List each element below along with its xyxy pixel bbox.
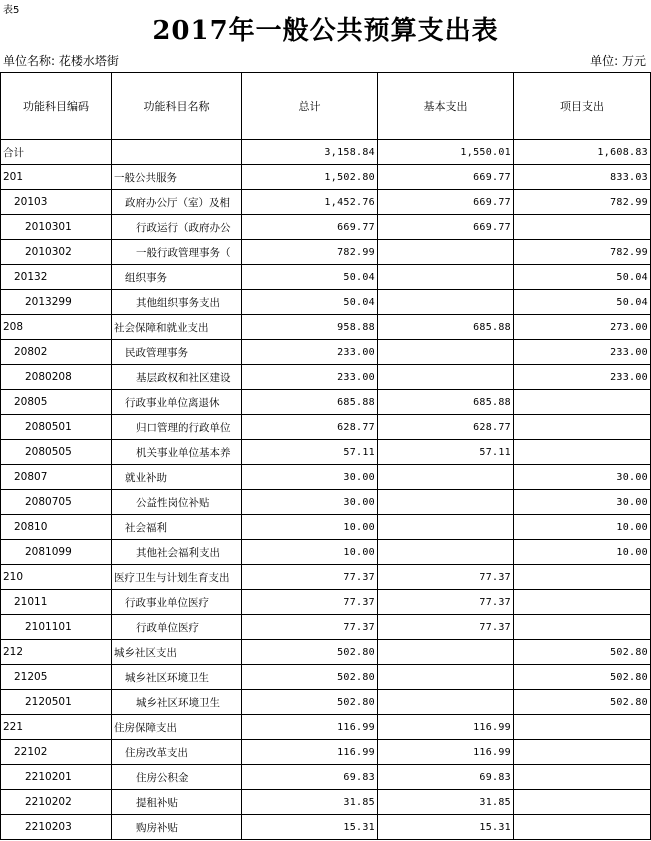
cell-project: 30.00 xyxy=(514,490,651,515)
table-row xyxy=(1,190,651,215)
cell-name: 行政运行（政府办公 xyxy=(112,215,242,240)
cell-total: 116.99 xyxy=(242,715,378,740)
table-row xyxy=(1,790,651,815)
cell-total: 77.37 xyxy=(242,565,378,590)
cell-code: 20802 xyxy=(1,340,112,365)
cell-name: 组织事务 xyxy=(112,265,242,290)
cell-name: 城乡社区环境卫生 xyxy=(112,665,242,690)
cell-basic xyxy=(378,465,514,490)
cell-code: 2081099 xyxy=(1,540,112,565)
cell-code: 20805 xyxy=(1,390,112,415)
cell-project xyxy=(514,715,651,740)
cell-code: 201 xyxy=(1,165,112,190)
cell-total: 77.37 xyxy=(242,590,378,615)
cell-code: 合计 xyxy=(1,140,112,165)
cell-project xyxy=(514,215,651,240)
table-row xyxy=(1,815,651,840)
cell-name: 社会保障和就业支出 xyxy=(112,315,242,340)
cell-total: 30.00 xyxy=(242,490,378,515)
cell-name: 住房保障支出 xyxy=(112,715,242,740)
cell-name xyxy=(112,140,242,165)
cell-project: 782.99 xyxy=(514,240,651,265)
table-row xyxy=(1,290,651,315)
cell-code: 20810 xyxy=(1,515,112,540)
table-row xyxy=(1,240,651,265)
cell-name: 公益性岗位补贴 xyxy=(112,490,242,515)
table-row xyxy=(1,490,651,515)
cell-code: 20132 xyxy=(1,265,112,290)
table-row xyxy=(1,565,651,590)
cell-basic xyxy=(378,490,514,515)
cell-name: 其他组织事务支出 xyxy=(112,290,242,315)
cell-total: 502.80 xyxy=(242,665,378,690)
cell-code: 212 xyxy=(1,640,112,665)
cell-basic: 116.99 xyxy=(378,740,514,765)
cell-name: 一般公共服务 xyxy=(112,165,242,190)
cell-total: 3,158.84 xyxy=(242,140,378,165)
cell-name: 住房公积金 xyxy=(112,765,242,790)
cell-code: 21011 xyxy=(1,590,112,615)
table-row xyxy=(1,340,651,365)
cell-total: 50.04 xyxy=(242,290,378,315)
table-row xyxy=(1,215,651,240)
table-row xyxy=(1,140,651,165)
cell-basic xyxy=(378,290,514,315)
table-row xyxy=(1,515,651,540)
cell-name: 购房补贴 xyxy=(112,815,242,840)
cell-basic: 57.11 xyxy=(378,440,514,465)
cell-total: 685.88 xyxy=(242,390,378,415)
cell-total: 1,502.80 xyxy=(242,165,378,190)
table-row xyxy=(1,265,651,290)
cell-total: 628.77 xyxy=(242,415,378,440)
cell-basic xyxy=(378,540,514,565)
cell-code: 2080705 xyxy=(1,490,112,515)
cell-basic: 685.88 xyxy=(378,390,514,415)
table-row xyxy=(1,640,651,665)
cell-project: 10.00 xyxy=(514,515,651,540)
cell-name: 行政事业单位医疗 xyxy=(112,590,242,615)
cell-total: 669.77 xyxy=(242,215,378,240)
cell-basic: 77.37 xyxy=(378,615,514,640)
cell-code: 21205 xyxy=(1,665,112,690)
cell-basic xyxy=(378,640,514,665)
cell-project: 30.00 xyxy=(514,465,651,490)
table-row xyxy=(1,415,651,440)
table-row xyxy=(1,540,651,565)
cell-total: 10.00 xyxy=(242,515,378,540)
unit-name-label: 单位名称: 花楼水塔街 xyxy=(3,54,119,68)
cell-total: 57.11 xyxy=(242,440,378,465)
cell-name: 行政单位医疗 xyxy=(112,615,242,640)
cell-total: 69.83 xyxy=(242,765,378,790)
cell-project: 1,608.83 xyxy=(514,140,651,165)
cell-project xyxy=(514,765,651,790)
cell-project: 833.03 xyxy=(514,165,651,190)
table-row xyxy=(1,765,651,790)
cell-name: 一般行政管理事务（ xyxy=(112,240,242,265)
cell-total: 502.80 xyxy=(242,640,378,665)
cell-project: 10.00 xyxy=(514,540,651,565)
cell-basic xyxy=(378,665,514,690)
cell-total: 50.04 xyxy=(242,265,378,290)
cell-name: 政府办公厅（室）及相 xyxy=(112,190,242,215)
cell-code: 221 xyxy=(1,715,112,740)
cell-basic: 669.77 xyxy=(378,190,514,215)
cell-code: 2120501 xyxy=(1,690,112,715)
cell-name: 就业补助 xyxy=(112,465,242,490)
cell-name: 提租补贴 xyxy=(112,790,242,815)
cell-project: 502.80 xyxy=(514,665,651,690)
cell-project xyxy=(514,590,651,615)
table-row xyxy=(1,165,651,190)
cell-name: 其他社会福利支出 xyxy=(112,540,242,565)
header-project: 项目支出 xyxy=(514,73,651,140)
cell-name: 医疗卫生与计划生育支出 xyxy=(112,565,242,590)
header-total: 总计 xyxy=(242,73,378,140)
cell-project xyxy=(514,415,651,440)
cell-basic xyxy=(378,365,514,390)
cell-project: 273.00 xyxy=(514,315,651,340)
cell-total: 1,452.76 xyxy=(242,190,378,215)
cell-basic: 1,550.01 xyxy=(378,140,514,165)
header-code: 功能科目编码 xyxy=(1,73,112,140)
table-header-row xyxy=(1,73,651,140)
cell-code: 2210201 xyxy=(1,765,112,790)
cell-project: 233.00 xyxy=(514,365,651,390)
table-row xyxy=(1,315,651,340)
cell-total: 15.31 xyxy=(242,815,378,840)
cell-total: 116.99 xyxy=(242,740,378,765)
cell-name: 基层政权和社区建设 xyxy=(112,365,242,390)
table-row xyxy=(1,740,651,765)
cell-total: 10.00 xyxy=(242,540,378,565)
cell-total: 233.00 xyxy=(242,365,378,390)
cell-basic: 15.31 xyxy=(378,815,514,840)
cell-code: 20807 xyxy=(1,465,112,490)
cell-basic: 69.83 xyxy=(378,765,514,790)
table-body xyxy=(1,140,651,840)
table-row xyxy=(1,590,651,615)
cell-total: 782.99 xyxy=(242,240,378,265)
cell-project xyxy=(514,815,651,840)
cell-total: 30.00 xyxy=(242,465,378,490)
cell-name: 城乡社区环境卫生 xyxy=(112,690,242,715)
cell-project xyxy=(514,615,651,640)
cell-total: 233.00 xyxy=(242,340,378,365)
cell-project: 502.80 xyxy=(514,640,651,665)
cell-name: 住房改革支出 xyxy=(112,740,242,765)
cell-basic: 685.88 xyxy=(378,315,514,340)
table-row xyxy=(1,465,651,490)
header-basic: 基本支出 xyxy=(378,73,514,140)
table-row xyxy=(1,665,651,690)
cell-project xyxy=(514,390,651,415)
cell-code: 2101101 xyxy=(1,615,112,640)
table-row xyxy=(1,365,651,390)
cell-basic: 669.77 xyxy=(378,165,514,190)
table-row xyxy=(1,390,651,415)
header-name: 功能科目名称 xyxy=(112,73,242,140)
cell-code: 210 xyxy=(1,565,112,590)
cell-basic: 77.37 xyxy=(378,590,514,615)
cell-basic: 77.37 xyxy=(378,565,514,590)
cell-project xyxy=(514,565,651,590)
cell-project: 50.04 xyxy=(514,290,651,315)
cell-code: 2080501 xyxy=(1,415,112,440)
cell-code: 22102 xyxy=(1,740,112,765)
cell-code: 2080505 xyxy=(1,440,112,465)
cell-code: 2013299 xyxy=(1,290,112,315)
cell-total: 502.80 xyxy=(242,690,378,715)
cell-basic: 669.77 xyxy=(378,215,514,240)
cell-basic: 31.85 xyxy=(378,790,514,815)
cell-name: 行政事业单位离退休 xyxy=(112,390,242,415)
cell-name: 社会福利 xyxy=(112,515,242,540)
cell-basic: 116.99 xyxy=(378,715,514,740)
budget-table xyxy=(0,72,651,840)
cell-basic xyxy=(378,240,514,265)
cell-code: 2080208 xyxy=(1,365,112,390)
cell-code: 208 xyxy=(1,315,112,340)
cell-basic: 628.77 xyxy=(378,415,514,440)
cell-name: 机关事业单位基本养 xyxy=(112,440,242,465)
cell-basic xyxy=(378,515,514,540)
cell-project xyxy=(514,790,651,815)
cell-project: 782.99 xyxy=(514,190,651,215)
cell-code: 2210203 xyxy=(1,815,112,840)
table-row xyxy=(1,715,651,740)
table-row xyxy=(1,690,651,715)
cell-basic xyxy=(378,690,514,715)
cell-project xyxy=(514,740,651,765)
cell-name: 民政管理事务 xyxy=(112,340,242,365)
cell-total: 31.85 xyxy=(242,790,378,815)
cell-project xyxy=(514,440,651,465)
cell-basic xyxy=(378,265,514,290)
cell-name: 城乡社区支出 xyxy=(112,640,242,665)
cell-name: 归口管理的行政单位 xyxy=(112,415,242,440)
table-tag: 表5 xyxy=(3,5,20,16)
cell-total: 958.88 xyxy=(242,315,378,340)
unit-label: 单位: 万元 xyxy=(590,54,646,68)
table-row xyxy=(1,615,651,640)
cell-code: 2010302 xyxy=(1,240,112,265)
cell-code: 2210202 xyxy=(1,790,112,815)
cell-project: 50.04 xyxy=(514,265,651,290)
cell-code: 2010301 xyxy=(1,215,112,240)
cell-total: 77.37 xyxy=(242,615,378,640)
page-title: 2017年一般公共预算支出表 xyxy=(152,16,499,46)
table-row xyxy=(1,440,651,465)
cell-project: 502.80 xyxy=(514,690,651,715)
cell-project: 233.00 xyxy=(514,340,651,365)
cell-code: 20103 xyxy=(1,190,112,215)
cell-basic xyxy=(378,340,514,365)
